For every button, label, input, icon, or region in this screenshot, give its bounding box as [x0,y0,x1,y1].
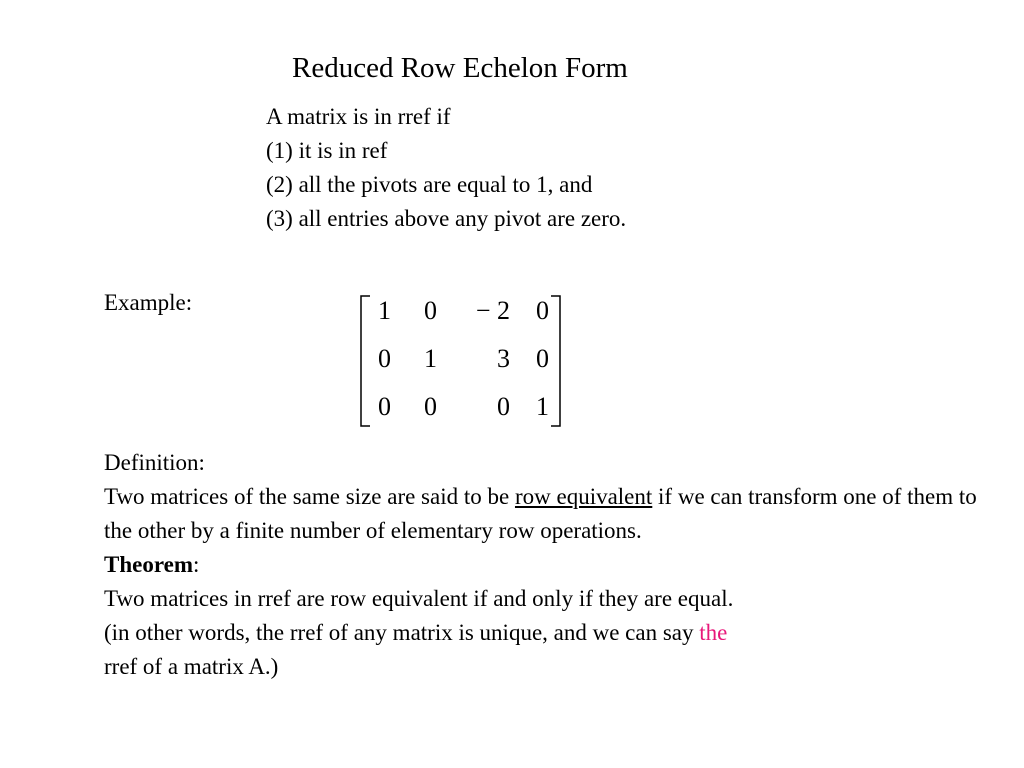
page-title: Reduced Row Echelon Form [292,52,628,84]
rref-criterion-2: (2) all the pivots are equal to 1, and [266,172,593,197]
theorem-heading-line [104,548,984,582]
matrix-cell: 1 [378,296,391,325]
definition-section [104,446,984,684]
matrix-cell: 0 [424,392,437,421]
matrix-right-bracket [551,296,560,426]
row-equivalent-term: row equivalent [514,484,653,509]
theorem-colon: : [193,552,200,577]
matrix-cell: 0 [536,344,549,373]
matrix-cell: 0 [497,392,510,421]
rref-criterion-3: (3) all entries above any pivot are zero. [266,206,627,231]
theorem-heading: Theorem [104,552,194,577]
matrix-cell: 0 [378,344,391,373]
matrix-cell: 0 [424,296,437,325]
example-matrix [358,294,563,428]
matrix-cell: 0 [378,392,391,421]
theorem-note-highlight: the [699,620,728,645]
example-label: Example: [104,290,193,315]
definition-text-before: Two matrices of the same size are said to be [104,484,515,509]
matrix-cell: 3 [497,344,510,373]
theorem-statement: Two matrices in rref are row equivalent if and only if they are equal. [104,586,734,611]
matrix-cell: 0 [536,296,549,325]
rref-criterion-1: (1) it is in ref [266,138,388,163]
definition-heading: Definition: [104,450,205,475]
matrix-cell: 1 [424,344,437,373]
rref-intro: A matrix is in rref if [266,104,451,129]
theorem-note-after: rref of a matrix A.) [104,654,279,679]
definition-text [104,480,984,548]
definition-text-after: if we can transform one of them to the other by a finite number of elementary row operations. [104,484,977,543]
matrix-cell: 1 [536,392,549,421]
theorem-note-before: (in other words, the rref of any matrix is unique, and we can say [104,620,700,645]
matrix-cell: − 2 [475,296,510,325]
theorem-note [104,616,984,684]
